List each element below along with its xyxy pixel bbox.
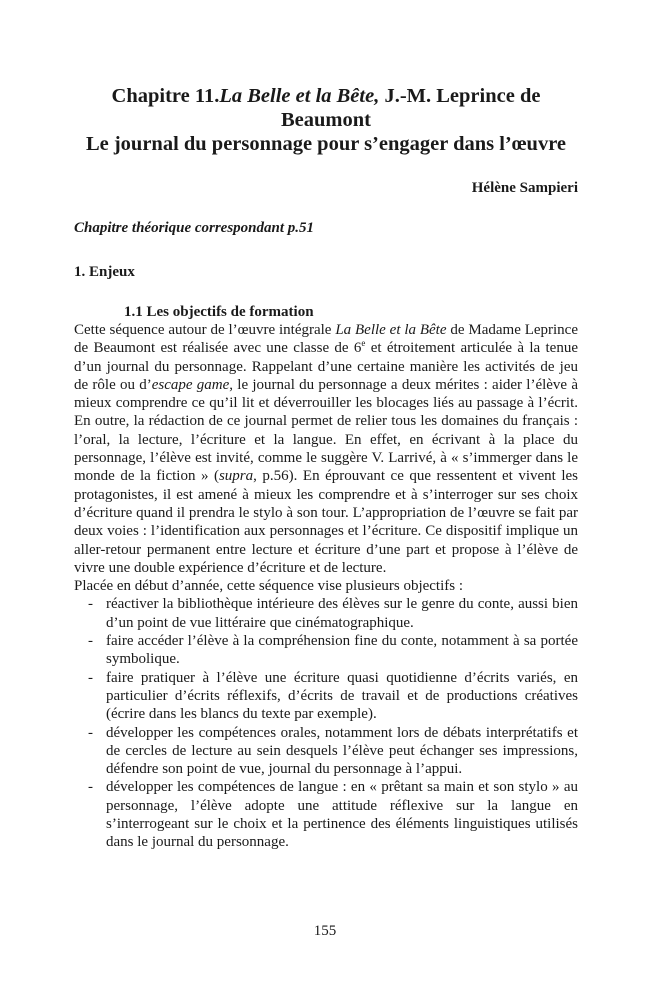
- objective-item: [74, 724, 578, 779]
- theory-note: Chapitre théorique correspondant p.51: [74, 220, 315, 236]
- objective-text: développer les compétences orales, notamment lors de débats interprétatifs et de cercles de lecture au sein desquels l’élève peut échanger ses impressions, défendre son point de vue, journal du personnage à l’appui.: [106, 724, 578, 778]
- bullet-dash: -: [88, 724, 93, 741]
- paragraph-text: et étroitement articulée à la tenue d’un journal du personnage. Rappelant d’une certaine manière les activités de jeu de rôle ou d’: [74, 340, 578, 393]
- paragraph-italic-term: escape game: [151, 376, 230, 393]
- bullet-dash: -: [88, 633, 93, 650]
- chapter-title-line1: [74, 84, 578, 132]
- paragraph-italic-ref: supra: [218, 468, 254, 485]
- body-paragraph: [74, 321, 578, 577]
- paragraph-italic-title: La Belle et la Bête: [335, 322, 447, 338]
- objectives-list: [74, 595, 578, 851]
- work-title: La Belle et la Bête,: [219, 85, 380, 107]
- chapter-author: Hélène Sampieri: [471, 180, 578, 196]
- chapter-title: [74, 84, 578, 156]
- objective-text: faire accéder l’élève à la compréhension fine du conte, notamment à sa portée symbolique.: [106, 633, 578, 668]
- objective-item: [74, 778, 578, 851]
- paragraph-text: , le journal du personnage a deux mérites : aider l’élève à mieux comprendre ce qu’il lit et déverrouiller les blocages liés au passage à l’écrit. En outre, la rédaction de ce journal permet de relier tous les domaines du français : l’oral, la lecture, l’écriture et la langue. En effet, en écrivant à la place du personnage, l’élève est invité, comme le suggère V. Larrivé, à « s’immerger dans le monde de la fiction » (: [74, 376, 578, 485]
- bullet-dash: -: [88, 596, 93, 613]
- grade-superscript: e: [361, 338, 366, 349]
- objectives-intro: Placée en début d’année, cette séquence vise plusieurs objectifs :: [74, 578, 464, 595]
- bullet-dash: -: [88, 779, 93, 796]
- objective-item: [74, 632, 578, 669]
- objective-item: [74, 669, 578, 724]
- objective-text: réactiver la bibliothèque intérieure des élèves sur le genre du conte, aussi bien d’un point de vue littéraire que cinématographique.: [106, 596, 578, 631]
- bullet-dash: -: [88, 669, 93, 686]
- chapter-number: Chapitre 11.: [111, 85, 220, 107]
- work-author: J.-M. Leprince de Beaumont: [281, 85, 541, 131]
- objective-text: développer les compétences de langue : en « prêtant sa main et son stylo » au personnage, l’élève adopte une attitude réflexive sur la langue en s’interrogeant sur le choix et la pertinence des éléments linguistiques utilisés dans le journal du personnage.: [106, 779, 578, 851]
- chapter-subtitle: Le journal du personnage pour s’engager dans l’œuvre: [85, 133, 567, 155]
- paragraph-text: de Madame Leprince de Beaumont est réalisée avec une classe de 6: [74, 322, 578, 357]
- paragraph-text: Cette séquence autour de l’œuvre intégrale: [74, 322, 336, 338]
- objective-item: [74, 595, 578, 632]
- paragraph-text: , p.56). En éprouvant ce que ressentent et vivent les protagonistes, il est amené à mieux les comprendre et à s’interroger sur ses choix d’écriture quand il prendra le stylo à son tour. L’appropriation de l’œuvre se fait par deux voies : l’identification aux personnages et l’écriture. Ce dispositif implique un aller-retour permanent entre lecture et écriture d’une part et propose à l’élève de vivre une double expérience d’écriture et de lecture.: [74, 468, 578, 576]
- objective-text: faire pratiquer à l’élève une écriture quasi quotidienne d’écrits variés, en particulier d’écrits réflexifs, d’écrits de travail et de productions créatives (écrire dans les blancs du texte par exemple).: [106, 669, 578, 723]
- subsection-heading: 1.1 Les objectifs de formation: [124, 304, 314, 320]
- page-number: 155: [313, 923, 337, 939]
- section-heading: 1. Enjeux: [74, 264, 135, 280]
- page-content: [74, 84, 578, 852]
